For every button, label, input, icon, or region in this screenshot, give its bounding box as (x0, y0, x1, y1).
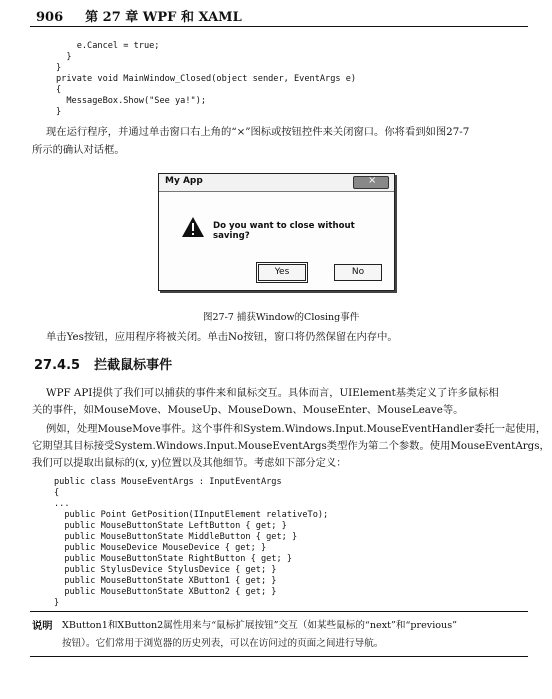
figure-caption: 图27-7 捕获Window的Closing事件 (203, 312, 360, 323)
warning-icon (181, 216, 205, 238)
dialog-message: Do you want to close without saving? (213, 221, 355, 241)
yes-button[interactable]: Yes (258, 264, 306, 281)
note-text (62, 617, 524, 653)
section-heading (34, 354, 172, 373)
paragraph-mousemove-line3: 我们可以提取出鼠标的(x, y)位置以及其他细节。考虑如下部分定义： (32, 457, 347, 469)
close-icon: × (368, 175, 377, 186)
note-rule-bottom (30, 656, 528, 657)
paragraph-run-program-line2: 所示的确认对话框。 (32, 144, 125, 156)
section-number: 27.4.5 (34, 358, 81, 373)
paragraph-wpf-mouse-line1: WPF API提供了我们可以捕获的事件来和鼠标交互。具体而言，UIElement基类定义了许多鼠标相 (46, 387, 499, 399)
paragraph-mousemove-line2: 它期望其目标接受System.Windows.Input.MouseEventArgs类型作为第二个参数。使用MouseEventArgs， (32, 440, 550, 452)
dialog-title: My App (165, 176, 203, 186)
paragraph-run-program-line1: 现在运行程序，并通过单击窗口右上角的“×”图标或按钮控件来关闭窗口。你将看到如图27-7 (46, 126, 470, 138)
code-block-closed-handler: e.Cancel = true; } } private void MainWindow_Closed(object sender, EventArgs e) { MessageBox.Show("See ya!"); } (56, 41, 357, 117)
note-rule-top (30, 611, 528, 612)
paragraph-mousemove-line1: 例如，处理MouseMove事件。这个事件和System.Windows.Input.MouseEventHandler委托一起使用， (46, 423, 547, 435)
confirm-dialog-figure (158, 173, 395, 291)
section-title: 拦截鼠标事件 (94, 358, 173, 373)
paragraph-wpf-mouse-line2: 关的事件，如MouseMove、MouseUp、MouseDown、MouseEnter、MouseLeave等。 (32, 404, 464, 416)
dialog-title-bar (159, 174, 394, 192)
note-line1: XButton1和XButton2属性用来与“鼠标扩展按钮”交互（如某些鼠标的“next”和“previous” (62, 620, 458, 631)
page-number: 906 (36, 10, 64, 25)
no-button[interactable]: No (334, 264, 382, 281)
paragraph-yes-no: 单击Yes按钮，应用程序将被关闭。单击No按钮，窗口将仍然保留在内存中。 (46, 331, 398, 343)
note-label: 说明 (32, 620, 53, 632)
header-rule (30, 26, 528, 27)
chapter-title: 第 27 章 WPF 和 XAML (85, 10, 242, 25)
dialog-close-button[interactable] (353, 176, 389, 189)
note-line2: 按钮）。它们常用于浏览器的历史列表，可以在访问过的页面之间进行导航。 (62, 638, 384, 649)
page-header (36, 6, 242, 25)
code-block-mouseeventargs: public class MouseEventArgs : InputEventArgs { ... public Point GetPosition(IInputElement relativeTo); public MouseButtonState LeftButton { get; } public MouseButtonState MiddleButton { get; } public MouseDevice MouseDevice { get; } public MouseButtonState RightButton { get; } public StylusDevice StylusDevice { get; } public MouseButtonState XButton1 { get; } public MouseButtonState XButton2 { get; } } (54, 477, 329, 608)
